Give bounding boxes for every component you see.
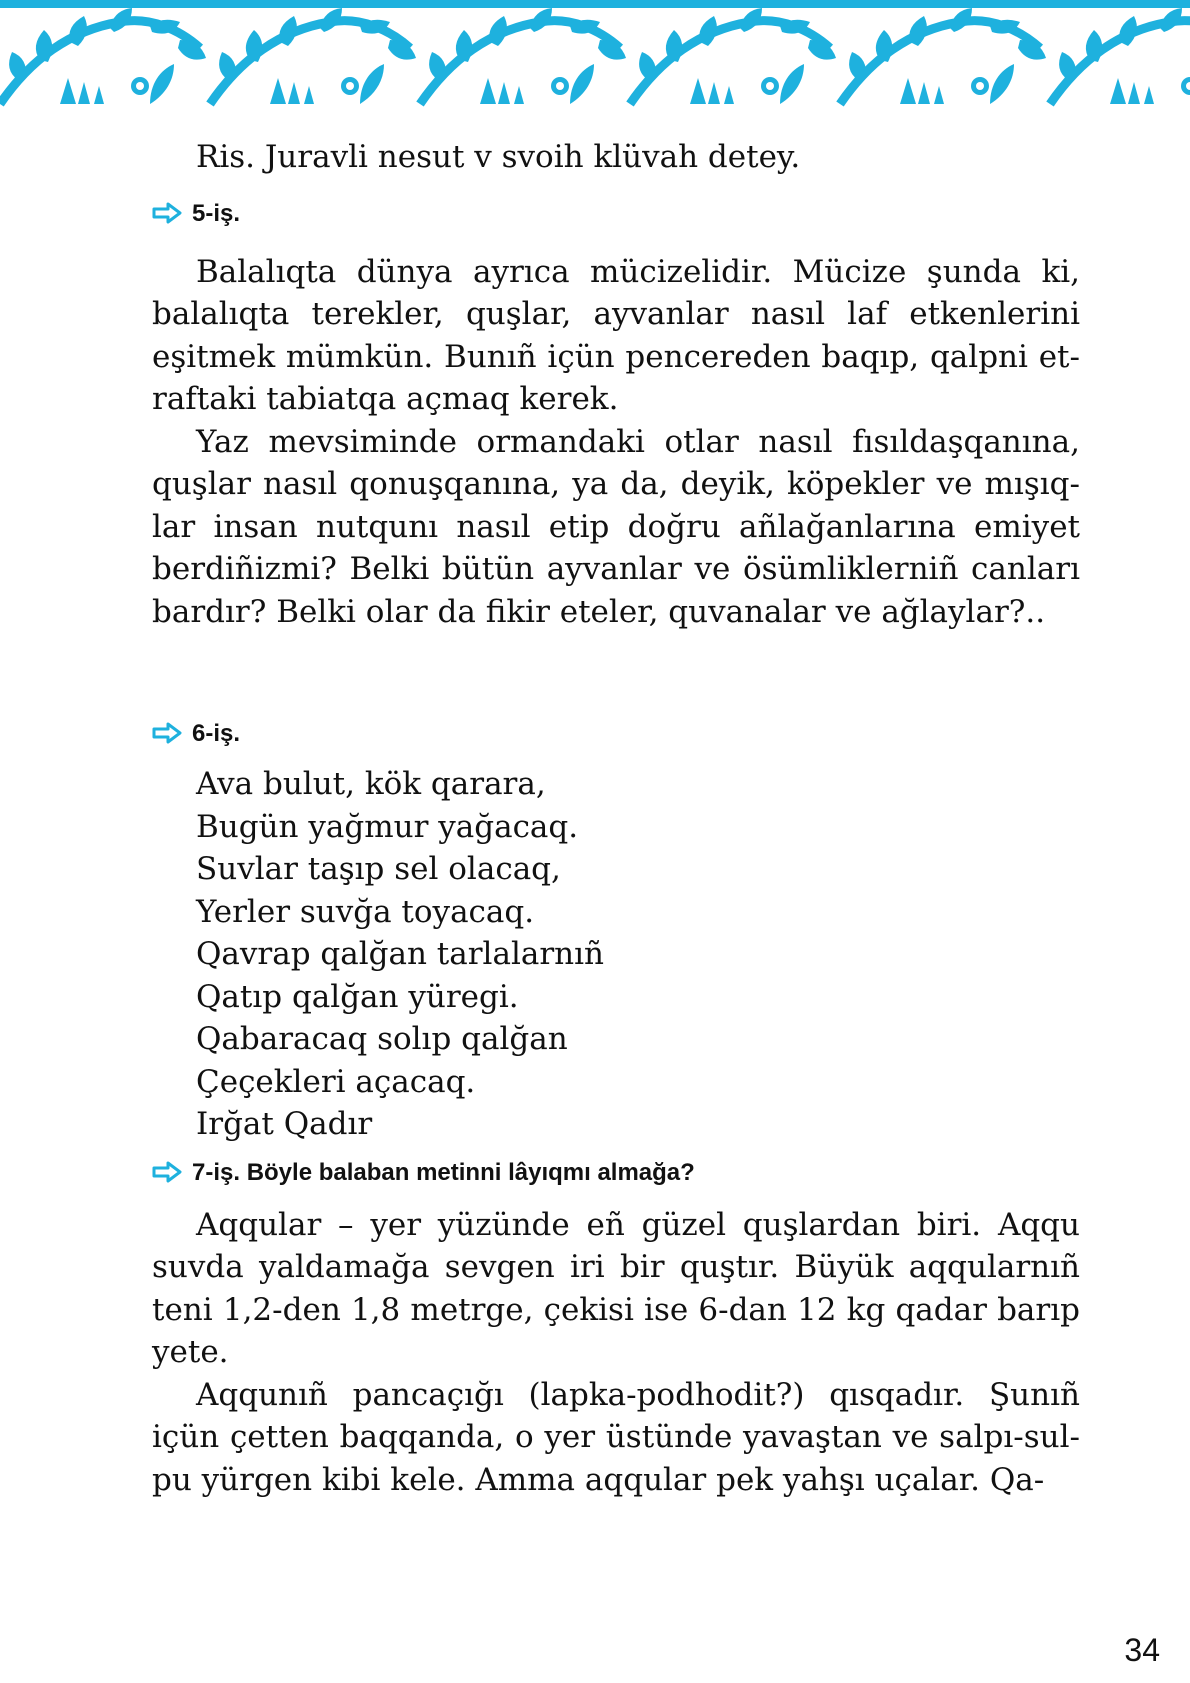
page-number: 34 — [1124, 1632, 1160, 1668]
poem-line: Yerler suvğa toyacaq. — [196, 893, 535, 930]
poem — [152, 763, 1080, 1146]
task-7-paragraph: Aqqular – yer yüzünde eñ güzel quşlardan biri. Aqqu suvda yaldamağa sevgen iri bir quştır. Büyük aqqularnıñ teni 1,2-den 1,8 metrge, çekisi ise 6-dan 12 kg qadar barıp yete. — [152, 1206, 1080, 1370]
hollow-right-arrow-icon — [152, 722, 182, 744]
task-7-paragraph: Aqqunıñ pancaçığı (lapka-podhodit?) qısqadır. Şunıñ içün çetten baqqanda, o yer üstünde yavaştan ve salpı-sulpu yürgen kibi kele. Amma aqqular pek yahşı uçalar. Qa- — [152, 1376, 1080, 1498]
task-7-label: 7-iş. Böyle balaban metinni lâyıqmı almağa? — [192, 1158, 695, 1186]
poem-line: Qabaracaq solıp qalğan — [196, 1021, 568, 1057]
task-5-label: 5-iş. — [192, 199, 241, 227]
floral-vine-border-icon — [0, 0, 1190, 112]
poem-line: Qavrap qalğan tarlalarnıñ — [196, 936, 605, 972]
hollow-right-arrow-icon — [152, 1161, 182, 1183]
task-7-text — [152, 1204, 1080, 1502]
task-7-heading — [152, 1158, 1080, 1188]
task-5-paragraph: Balalıqta dünya ayrıca mücizelidir. Mücize şunda ki, balalıqta terekler, quşlar, ayvanlar nasıl laf etkenlerini eşitmek mümkün. Bunıñ içün pencereden baqıp, qalpni etraftaki tabiatqa açmaq kerek. — [152, 253, 1080, 417]
page-content — [152, 136, 1080, 1501]
task-5-heading — [152, 199, 1080, 229]
poem-line: Çeçekleri açacaq. — [196, 1063, 476, 1100]
poem-line: Ava bulut, kök qarara, — [196, 766, 546, 802]
task-5-text — [152, 251, 1080, 634]
hollow-right-arrow-icon — [152, 202, 182, 224]
poem-line: Suvlar taşıp sel olacaq, — [196, 851, 561, 887]
poem-line: Qatıp qalğan yüregi. — [196, 978, 519, 1015]
figure-caption: Ris. Juravli nesut v svoih klüvah detey. — [196, 139, 801, 175]
poem-line: Bugün yağmur yağacaq. — [196, 808, 579, 845]
task-5-paragraph: Yaz mevsiminde ormandaki otlar nasıl fısıldaşqanına, quşlar nasıl qonuşqanına, ya da, deyik, köpekler ve mışıqlar insan nutqunı nasıl etip doğru añlağanlarına emiyet berdiñizmi? Belki bütün ayvanlar ve ösümliklerniñ canları bardır? Belki olar da fikir eteler, quvanalar ve ağlaylar?.. — [152, 423, 1080, 630]
task-6-label: 6-iş. — [192, 720, 241, 747]
task-6-heading — [152, 719, 1080, 749]
poem-author: Irğat Qadır — [196, 1106, 373, 1142]
